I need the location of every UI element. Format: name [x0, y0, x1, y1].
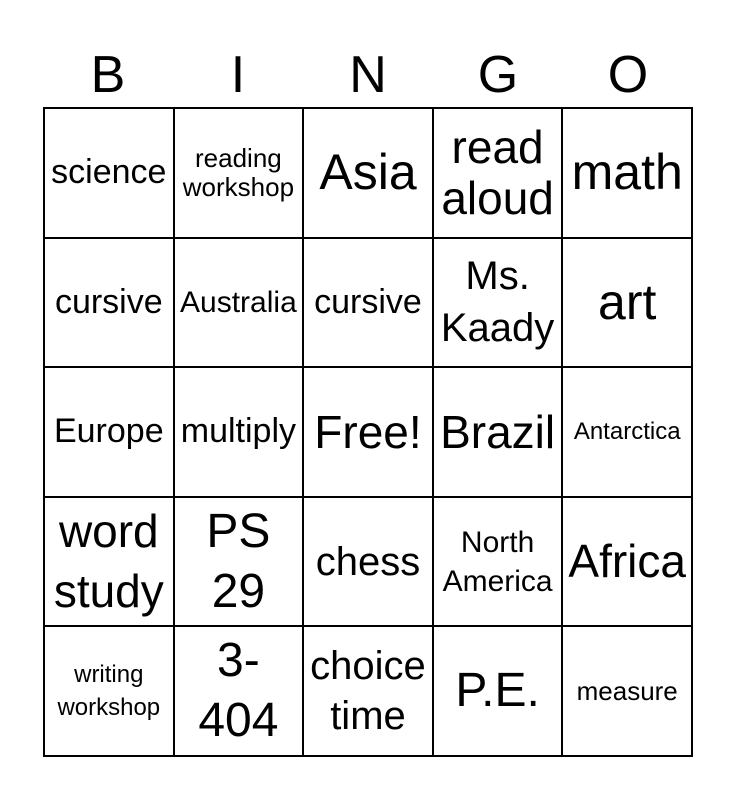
bingo-cell-reading-workshop[interactable] — [174, 108, 304, 238]
cell-label: P.E. — [455, 663, 540, 717]
cell-label: Brazil — [440, 405, 556, 458]
bingo-cell-north-america[interactable] — [433, 497, 563, 627]
bingo-cell-pe[interactable] — [433, 626, 563, 756]
bingo-cell-3-404[interactable] — [174, 626, 304, 756]
bingo-cell-ms-kaady[interactable] — [433, 238, 563, 368]
cell-label: Africa — [568, 535, 686, 588]
bingo-cell-art[interactable] — [562, 238, 692, 368]
bingo-cell-asia[interactable] — [303, 108, 433, 238]
bingo-cell-australia[interactable] — [174, 238, 304, 368]
bingo-cell-cursive-2[interactable] — [303, 238, 433, 368]
bingo-cell-measure[interactable] — [562, 626, 692, 756]
cell-label: Asia — [319, 144, 417, 201]
cell-label: choice time — [310, 644, 426, 739]
bingo-cell-science[interactable] — [44, 108, 174, 238]
cell-label: measure — [576, 675, 678, 706]
cell-label: science — [51, 153, 167, 192]
bingo-cell-free-space[interactable] — [303, 367, 433, 497]
cell-label: writing workshop — [57, 660, 161, 722]
cell-label: art — [598, 273, 657, 330]
header-letter-o: O — [607, 46, 649, 104]
bingo-cell-cursive[interactable] — [44, 238, 174, 368]
cell-label: word study — [53, 504, 164, 617]
bingo-header — [43, 40, 693, 110]
cell-label: math — [571, 144, 683, 201]
cell-label: cursive — [314, 282, 422, 321]
bingo-cell-read-aloud[interactable] — [433, 108, 563, 238]
header-letter-b: B — [90, 46, 126, 104]
bingo-cell-word-study[interactable] — [44, 497, 174, 627]
bingo-cell-africa[interactable] — [562, 497, 692, 627]
bingo-cell-math[interactable] — [562, 108, 692, 238]
header-letter-n: N — [349, 46, 387, 104]
bingo-cell-antarctica[interactable] — [562, 367, 692, 497]
header-letter-g: G — [477, 46, 519, 104]
cell-label: 3-404 — [198, 634, 279, 748]
bingo-cell-europe[interactable] — [44, 367, 174, 497]
cell-label: reading workshop — [182, 143, 295, 202]
bingo-cell-writing-workshop[interactable] — [44, 626, 174, 756]
header-letter-i: I — [230, 46, 246, 104]
cell-label: chess — [315, 539, 421, 584]
bingo-cell-brazil[interactable] — [433, 367, 563, 497]
cell-label: multiply — [180, 412, 297, 451]
bingo-cell-chess[interactable] — [303, 497, 433, 627]
bingo-card-grid — [43, 107, 693, 757]
cell-label: Europe — [53, 412, 164, 451]
cell-label: Ms. Kaady — [440, 254, 555, 351]
cell-label: Australia — [180, 285, 297, 319]
bingo-cell-choice-time[interactable] — [303, 626, 433, 756]
bingo-cell-multiply[interactable] — [174, 367, 304, 497]
cell-label: Free! — [314, 405, 422, 458]
cell-label: North America — [442, 525, 553, 598]
cell-label: cursive — [54, 282, 163, 321]
cell-label: PS 29 — [206, 504, 271, 618]
bingo-cell-ps-29[interactable] — [174, 497, 304, 627]
cell-label: Antarctica — [573, 417, 681, 445]
cell-label: read aloud — [441, 121, 554, 224]
